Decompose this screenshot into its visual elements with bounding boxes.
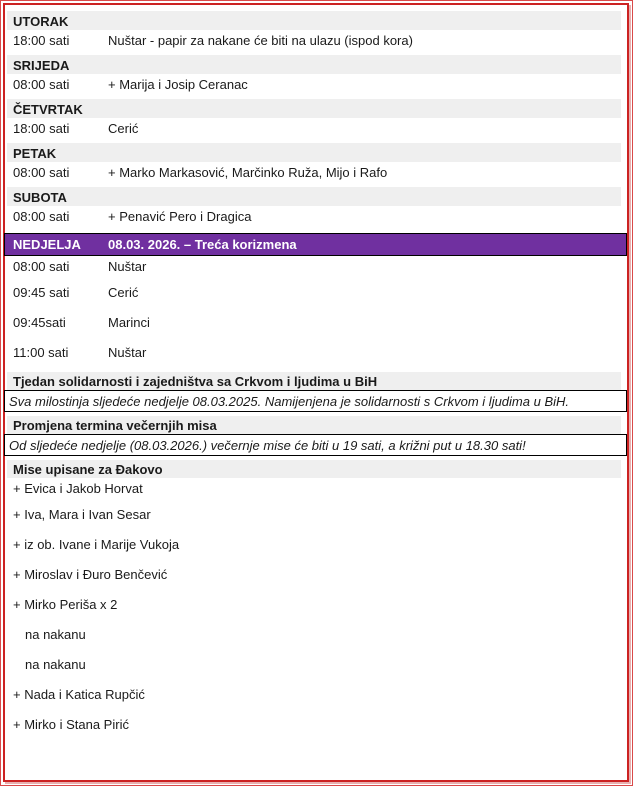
mass-item: + Mirko i Stana Pirić bbox=[13, 717, 129, 732]
mass-item: + Miroslav i Đuro Benčević bbox=[13, 567, 168, 582]
mass-item: + Mirko Periša x 2 bbox=[13, 597, 118, 612]
schedule-description: Nuštar bbox=[108, 259, 147, 274]
schedule-description: Cerić bbox=[108, 121, 139, 136]
notice-text: Od sljedeće nedjelje (08.03.2026.) večernje mise će biti u 19 sati, a križni put u 18.30 sati! bbox=[4, 434, 627, 456]
mass-list bbox=[7, 478, 621, 740]
schedule-description: Marinci bbox=[108, 315, 150, 330]
mass-item: + Iva, Mara i Ivan Sesar bbox=[13, 507, 151, 522]
mass-item: na nakanu bbox=[25, 657, 86, 672]
schedule-time: 09:45 sati bbox=[13, 285, 70, 300]
day-heading: SUBOTA bbox=[7, 187, 621, 206]
day-heading: ČETVRTAK bbox=[7, 99, 621, 118]
schedule-row bbox=[7, 118, 621, 140]
schedule-row bbox=[7, 30, 621, 52]
sunday-entries bbox=[7, 256, 621, 368]
notices bbox=[7, 372, 621, 456]
schedule-row bbox=[7, 206, 621, 228]
schedule-description: + Marko Markasović, Marčinko Ruža, Mijo i Rafo bbox=[108, 165, 388, 180]
notice-title: Tjedan solidarnosti i zajedništva sa Crkvom i ljudima u BiH bbox=[7, 372, 621, 390]
schedule-content bbox=[7, 8, 621, 740]
schedule-description: Nuštar - papir za nakane će biti na ulazu (ispod kora) bbox=[108, 33, 413, 48]
sunday-row bbox=[7, 308, 621, 338]
weekday-schedule bbox=[7, 11, 621, 228]
sunday-row bbox=[7, 256, 621, 278]
mass-item: na nakanu bbox=[25, 627, 86, 642]
schedule-row bbox=[7, 162, 621, 184]
schedule-description: + Penavić Pero i Dragica bbox=[108, 209, 252, 224]
schedule-description: + Marija i Josip Ceranac bbox=[108, 77, 248, 92]
schedule-description: Cerić bbox=[108, 285, 139, 300]
day-heading: UTORAK bbox=[7, 11, 621, 30]
sunday-row bbox=[7, 278, 621, 308]
schedule-time: 08:00 sati bbox=[13, 259, 70, 274]
sunday-header bbox=[4, 233, 627, 256]
sunday-date: 08.03. 2026. – Treća korizmena bbox=[108, 237, 297, 252]
schedule-description: Nuštar bbox=[108, 345, 147, 360]
schedule-row bbox=[7, 74, 621, 96]
day-heading: SRIJEDA bbox=[7, 55, 621, 74]
schedule-time: 08:00 sati bbox=[13, 77, 70, 92]
schedule-time: 08:00 sati bbox=[13, 209, 70, 224]
mass-item: + Evica i Jakob Horvat bbox=[13, 481, 143, 496]
schedule-time: 08:00 sati bbox=[13, 165, 70, 180]
schedule-time: 09:45sati bbox=[13, 315, 66, 330]
sunday-label: NEDJELJA bbox=[13, 237, 81, 252]
day-heading: PETAK bbox=[7, 143, 621, 162]
schedule-time: 18:00 sati bbox=[13, 33, 70, 48]
mass-item: + iz ob. Ivane i Marije Vukoja bbox=[13, 537, 180, 552]
mass-item: + Nada i Katica Rupčić bbox=[13, 687, 145, 702]
notice-title: Promjena termina večernjih misa bbox=[7, 416, 621, 434]
notice-text: Sva milostinja sljedeće nedjelje 08.03.2025. Namijenjena je solidarnosti s Crkvom i ljudima u BiH. bbox=[4, 390, 627, 412]
masses-title: Mise upisane za Đakovo bbox=[7, 460, 621, 478]
schedule-time: 18:00 sati bbox=[13, 121, 70, 136]
schedule-time: 11:00 sati bbox=[13, 345, 69, 360]
sunday-row bbox=[7, 338, 621, 368]
